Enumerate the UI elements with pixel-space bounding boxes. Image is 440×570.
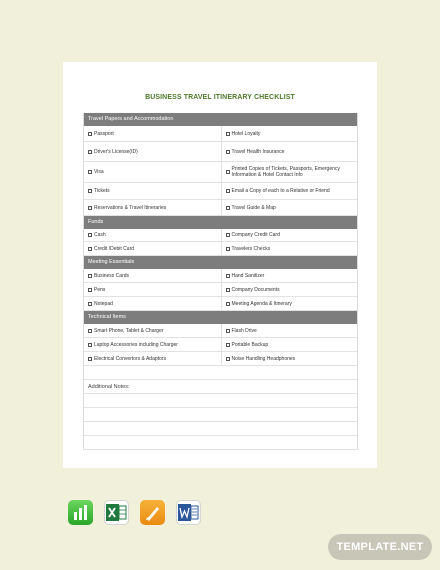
- checkbox[interactable]: [88, 170, 92, 174]
- checklist-row: [84, 297, 357, 311]
- checklist-item: [221, 283, 358, 296]
- checkbox[interactable]: [88, 274, 92, 278]
- notes-line[interactable]: [84, 408, 357, 422]
- checklist-item-label: Company Documents: [231, 286, 280, 293]
- checklist-item-label: Company Credit Card: [231, 232, 280, 238]
- checklist-item: [84, 200, 221, 215]
- checklist-row: [84, 162, 357, 183]
- checkbox[interactable]: [88, 247, 92, 251]
- section-header: Technical Items: [84, 311, 357, 324]
- checklist-row: [84, 183, 357, 200]
- checklist-item: [221, 200, 358, 215]
- checkbox[interactable]: [226, 150, 230, 154]
- checkbox[interactable]: [226, 288, 230, 292]
- checklist-item: [221, 297, 358, 310]
- checkbox[interactable]: [226, 329, 230, 333]
- word-icon[interactable]: [176, 500, 201, 525]
- checklist-item: [84, 242, 221, 255]
- checklist-item-label: Tickets: [94, 188, 110, 194]
- checklist-item: [84, 142, 221, 161]
- checklist-item-label: Printed Copies of Tickets, Passports, Emergency Information & Hotel Contact Info: [231, 166, 340, 178]
- checklist-item-label: Hotel Loyalty: [231, 130, 261, 137]
- app-icon-bar: [68, 500, 201, 525]
- notes-line[interactable]: [84, 436, 357, 450]
- checkbox[interactable]: [88, 233, 92, 237]
- checklist-item: [84, 162, 221, 182]
- checkbox[interactable]: [88, 343, 92, 347]
- checklist-row: [84, 229, 357, 242]
- checkbox[interactable]: [88, 150, 92, 154]
- template-net-badge[interactable]: TEMPLATE.NET: [328, 534, 432, 560]
- checkbox[interactable]: [88, 357, 92, 361]
- checkbox[interactable]: [226, 274, 230, 278]
- checklist-item-label: Visa: [94, 169, 104, 175]
- section-header: Travel Papers and Accommodation: [84, 113, 357, 126]
- checklist-item-label: Travel Guide & Map: [231, 204, 276, 211]
- checklist-item: [84, 324, 221, 337]
- checkbox[interactable]: [88, 132, 92, 136]
- additional-notes-label: Additional Notes:: [84, 380, 357, 394]
- checkbox[interactable]: [88, 288, 92, 292]
- checklist-item-label: Smart Phone, Tablet & Charger: [94, 327, 164, 334]
- checklist-row: [84, 126, 357, 142]
- checklist-item-label: Reservations & Travel Itineraries: [94, 204, 167, 211]
- checklist-table: [83, 113, 358, 450]
- checklist-item-label: Pens: [94, 286, 106, 293]
- checklist-item-label: Business Cards: [94, 272, 130, 279]
- checklist-row: [84, 283, 357, 297]
- checklist-item: [221, 183, 358, 199]
- checklist-item-label: Portable Backup: [231, 341, 269, 348]
- checkbox[interactable]: [226, 206, 230, 210]
- checkbox[interactable]: [226, 302, 230, 306]
- checklist-item: [84, 283, 221, 296]
- checklist-item: [221, 142, 358, 161]
- checkbox[interactable]: [226, 343, 230, 347]
- checklist-item-label: Cash: [94, 232, 106, 238]
- checklist-row: [84, 338, 357, 352]
- checkbox[interactable]: [226, 170, 230, 174]
- section-header: Funds: [84, 216, 357, 229]
- checklist-row: [84, 352, 357, 366]
- checklist-item-label: Travel Health Insurance: [231, 148, 285, 155]
- pages-icon[interactable]: [140, 500, 165, 525]
- checkbox[interactable]: [226, 233, 230, 237]
- checklist-item: [221, 242, 358, 255]
- checklist-item-label: Meeting Agenda & Itinerary: [231, 300, 292, 307]
- checklist-item-label: Driver's License(ID): [94, 148, 138, 155]
- checklist-row: [84, 200, 357, 216]
- spacer-row: [84, 366, 357, 380]
- checklist-item-label: Email a Copy of each to a Relative or Friend: [231, 188, 330, 194]
- checklist-item: [84, 229, 221, 241]
- numbers-icon[interactable]: [68, 500, 93, 525]
- checkbox[interactable]: [226, 189, 230, 193]
- checklist-item: [221, 324, 358, 337]
- checklist-item: [221, 162, 358, 182]
- checklist-item-label: Hand Sanitizer: [231, 272, 265, 279]
- checklist-item: [84, 338, 221, 351]
- checkbox[interactable]: [88, 302, 92, 306]
- checklist-item-label: Credit /Debit Card: [94, 245, 135, 252]
- checklist-item-label: Flash Drive: [231, 327, 257, 334]
- checklist-item: [221, 352, 358, 365]
- checklist-item: [221, 229, 358, 241]
- checklist-row: [84, 269, 357, 283]
- checklist-row: [84, 142, 357, 162]
- checklist-item-label: Travelers Checks: [231, 245, 271, 252]
- checklist-item-label: Laptop Accessories including Charger: [94, 341, 178, 348]
- notes-line[interactable]: [84, 394, 357, 408]
- checkbox[interactable]: [88, 189, 92, 193]
- checklist-item-label: Electrical Convertors & Adaptors: [94, 355, 166, 362]
- checklist-item: [221, 338, 358, 351]
- excel-icon[interactable]: [104, 500, 129, 525]
- checklist-item: [221, 269, 358, 282]
- notes-line[interactable]: [84, 422, 357, 436]
- checklist-item: [84, 269, 221, 282]
- checkbox[interactable]: [226, 132, 230, 136]
- checklist-item-label: Noise Handling Headphones: [231, 355, 296, 362]
- checklist-item-label: Notepad: [94, 300, 113, 307]
- checklist-item: [84, 183, 221, 199]
- checklist-item: [221, 126, 358, 141]
- checkbox[interactable]: [226, 247, 230, 251]
- checklist-item: [84, 297, 221, 310]
- document-page: [63, 62, 377, 468]
- checkbox[interactable]: [88, 329, 92, 333]
- checklist-item-label: Passport: [94, 130, 114, 137]
- checkbox[interactable]: [226, 357, 230, 361]
- checkbox[interactable]: [88, 206, 92, 210]
- checklist-item: [84, 352, 221, 365]
- document-title: BUSINESS TRAVEL ITINERARY CHECKLIST: [145, 94, 295, 101]
- checklist-row: [84, 324, 357, 338]
- checklist-row: [84, 242, 357, 256]
- checklist-item: [84, 126, 221, 141]
- section-header: Meeting Essentials: [84, 256, 357, 269]
